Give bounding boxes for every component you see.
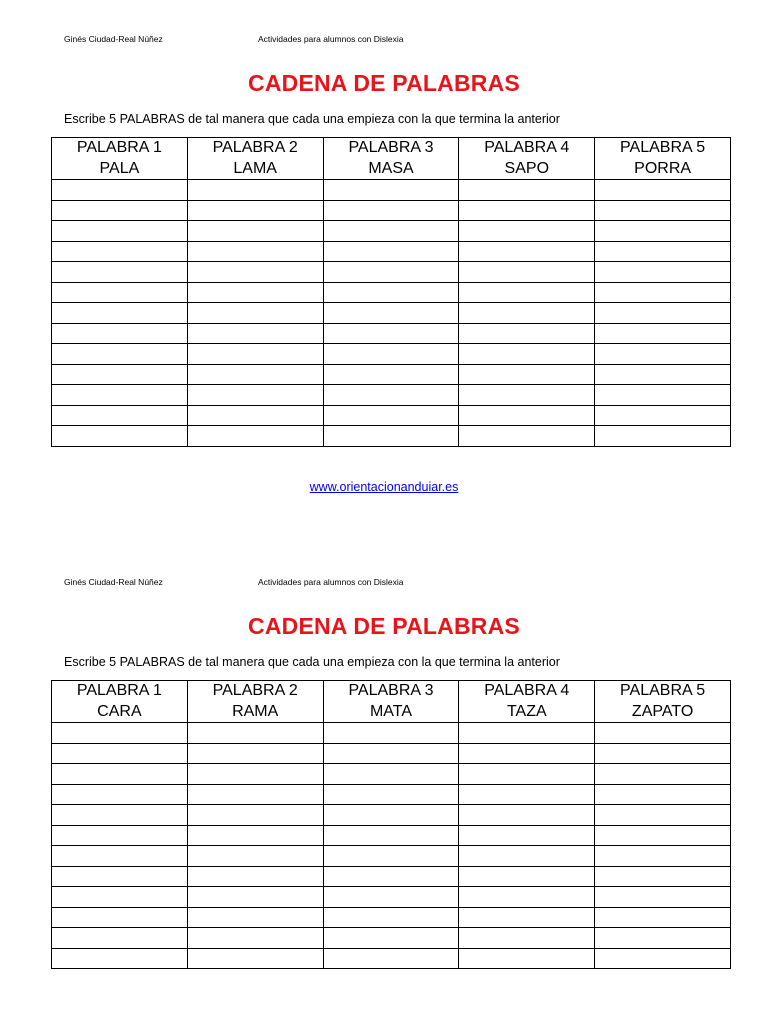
column-header: PALABRA 2 <box>187 681 323 702</box>
answer-cell[interactable] <box>52 364 188 385</box>
answer-row <box>52 180 731 201</box>
header-author: Ginés Ciudad-Real Núñez <box>64 34 163 44</box>
column-header: PALABRA 4 <box>459 681 595 702</box>
answer-cell[interactable] <box>52 180 188 201</box>
answer-cell[interactable] <box>459 723 595 744</box>
answer-row <box>52 764 731 785</box>
answer-cell[interactable] <box>459 948 595 969</box>
answer-cell[interactable] <box>323 866 459 887</box>
answer-row <box>52 364 731 385</box>
answer-cell[interactable] <box>187 723 323 744</box>
instruction-text: Escribe 5 PALABRAS de tal manera que cada una empieza con la que termina la anterior <box>64 112 560 126</box>
answer-cell[interactable] <box>187 743 323 764</box>
answer-cell[interactable] <box>595 282 731 303</box>
answer-cell[interactable] <box>595 928 731 949</box>
header-row <box>52 138 731 159</box>
answer-cell[interactable] <box>459 426 595 447</box>
answer-cell[interactable] <box>52 723 188 744</box>
answer-cell[interactable] <box>459 180 595 201</box>
example-word: PALA <box>52 158 188 180</box>
answer-row <box>52 241 731 262</box>
answer-cell[interactable] <box>323 344 459 365</box>
answer-row <box>52 323 731 344</box>
answer-cell[interactable] <box>323 323 459 344</box>
answer-cell[interactable] <box>595 241 731 262</box>
answer-cell[interactable] <box>323 846 459 867</box>
answer-cell[interactable] <box>595 385 731 406</box>
answer-cell[interactable] <box>187 846 323 867</box>
answer-cell[interactable] <box>595 846 731 867</box>
answer-cell[interactable] <box>459 303 595 324</box>
answer-row <box>52 723 731 744</box>
answer-cell[interactable] <box>595 303 731 324</box>
answer-row <box>52 825 731 846</box>
answer-row <box>52 928 731 949</box>
page-title: CADENA DE PALABRAS <box>248 613 520 639</box>
answer-cell[interactable] <box>323 825 459 846</box>
answer-cell[interactable] <box>459 364 595 385</box>
answer-cell[interactable] <box>595 723 731 744</box>
answer-cell[interactable] <box>52 846 188 867</box>
answer-cell[interactable] <box>52 928 188 949</box>
answer-row <box>52 907 731 928</box>
word-chain-table <box>51 137 731 447</box>
answer-cell[interactable] <box>323 385 459 406</box>
example-word: SAPO <box>459 158 595 180</box>
answer-cell[interactable] <box>459 743 595 764</box>
answer-cell[interactable] <box>595 364 731 385</box>
answer-cell[interactable] <box>595 948 731 969</box>
example-word: ZAPATO <box>595 701 731 723</box>
answer-cell[interactable] <box>459 887 595 908</box>
answer-cell[interactable] <box>595 784 731 805</box>
answer-cell[interactable] <box>323 282 459 303</box>
answer-cell[interactable] <box>459 805 595 826</box>
answer-cell[interactable] <box>323 723 459 744</box>
answer-cell[interactable] <box>595 180 731 201</box>
column-header: PALABRA 3 <box>323 681 459 702</box>
answer-cell[interactable] <box>323 405 459 426</box>
answer-cell[interactable] <box>187 323 323 344</box>
answer-cell[interactable] <box>187 948 323 969</box>
answer-cell[interactable] <box>52 764 188 785</box>
answer-cell[interactable] <box>595 887 731 908</box>
answer-cell[interactable] <box>187 405 323 426</box>
answer-cell[interactable] <box>52 221 188 242</box>
answer-row <box>52 887 731 908</box>
answer-cell[interactable] <box>595 825 731 846</box>
answer-cell[interactable] <box>595 743 731 764</box>
answer-cell[interactable] <box>52 262 188 283</box>
answer-cell[interactable] <box>459 344 595 365</box>
answer-cell[interactable] <box>187 764 323 785</box>
answer-cell[interactable] <box>459 907 595 928</box>
answer-cell[interactable] <box>323 426 459 447</box>
answer-cell[interactable] <box>595 805 731 826</box>
answer-row <box>52 784 731 805</box>
answer-cell[interactable] <box>323 948 459 969</box>
answer-cell[interactable] <box>52 303 188 324</box>
column-header: PALABRA 5 <box>595 681 731 702</box>
answer-cell[interactable] <box>52 426 188 447</box>
answer-cell[interactable] <box>52 344 188 365</box>
answer-cell[interactable] <box>52 241 188 262</box>
answer-cell[interactable] <box>52 784 188 805</box>
answer-cell[interactable] <box>52 405 188 426</box>
answer-cell[interactable] <box>187 928 323 949</box>
answer-cell[interactable] <box>187 426 323 447</box>
answer-row <box>52 846 731 867</box>
answer-cell[interactable] <box>595 405 731 426</box>
header-topic: Actividades para alumnos con Dislexia <box>258 577 404 587</box>
example-word: PORRA <box>595 158 731 180</box>
answer-cell[interactable] <box>187 180 323 201</box>
answer-cell[interactable] <box>187 241 323 262</box>
answer-cell[interactable] <box>187 907 323 928</box>
header-author: Ginés Ciudad-Real Núñez <box>64 577 163 587</box>
answer-cell[interactable] <box>459 764 595 785</box>
answer-cell[interactable] <box>323 364 459 385</box>
word-chain-table <box>51 680 731 969</box>
answer-row <box>52 303 731 324</box>
answer-cell[interactable] <box>459 200 595 221</box>
answer-cell[interactable] <box>52 825 188 846</box>
column-header: PALABRA 2 <box>187 138 323 159</box>
answer-cell[interactable] <box>595 344 731 365</box>
answer-cell[interactable] <box>52 200 188 221</box>
answer-cell[interactable] <box>187 200 323 221</box>
answer-cell[interactable] <box>323 928 459 949</box>
answer-row <box>52 426 731 447</box>
answer-cell[interactable] <box>459 323 595 344</box>
example-word: MASA <box>323 158 459 180</box>
answer-cell[interactable] <box>459 385 595 406</box>
column-header: PALABRA 1 <box>52 138 188 159</box>
answer-cell[interactable] <box>187 866 323 887</box>
answer-cell[interactable] <box>459 262 595 283</box>
answer-cell[interactable] <box>187 221 323 242</box>
answer-row <box>52 948 731 969</box>
column-header: PALABRA 3 <box>323 138 459 159</box>
answer-row <box>52 200 731 221</box>
column-header: PALABRA 5 <box>595 138 731 159</box>
answer-cell[interactable] <box>323 221 459 242</box>
answer-cell[interactable] <box>595 907 731 928</box>
answer-cell[interactable] <box>187 385 323 406</box>
answer-row <box>52 344 731 365</box>
example-row <box>52 158 731 180</box>
answer-cell[interactable] <box>52 907 188 928</box>
answer-cell[interactable] <box>187 262 323 283</box>
answer-cell[interactable] <box>52 948 188 969</box>
answer-cell[interactable] <box>459 784 595 805</box>
answer-cell[interactable] <box>595 866 731 887</box>
answer-cell[interactable] <box>323 180 459 201</box>
example-word: LAMA <box>187 158 323 180</box>
website-link[interactable]: www.orientacionanduiar.es <box>309 480 459 494</box>
instruction-text: Escribe 5 PALABRAS de tal manera que cada una empieza con la que termina la anterior <box>64 655 560 669</box>
answer-row <box>52 743 731 764</box>
answer-cell[interactable] <box>459 928 595 949</box>
answer-cell[interactable] <box>187 282 323 303</box>
example-word: TAZA <box>459 701 595 723</box>
answer-cell[interactable] <box>595 200 731 221</box>
answer-cell[interactable] <box>52 866 188 887</box>
page-title: CADENA DE PALABRAS <box>248 70 520 96</box>
answer-cell[interactable] <box>595 764 731 785</box>
answer-row <box>52 385 731 406</box>
answer-cell[interactable] <box>323 887 459 908</box>
answer-cell[interactable] <box>323 262 459 283</box>
answer-cell[interactable] <box>52 743 188 764</box>
answer-cell[interactable] <box>323 303 459 324</box>
example-word: RAMA <box>187 701 323 723</box>
header-topic: Actividades para alumnos con Dislexia <box>258 34 404 44</box>
answer-row <box>52 221 731 242</box>
answer-cell[interactable] <box>52 282 188 303</box>
answer-cell[interactable] <box>595 221 731 242</box>
answer-cell[interactable] <box>595 262 731 283</box>
answer-cell[interactable] <box>187 887 323 908</box>
answer-row <box>52 282 731 303</box>
answer-cell[interactable] <box>52 323 188 344</box>
column-header: PALABRA 4 <box>459 138 595 159</box>
answer-row <box>52 866 731 887</box>
answer-cell[interactable] <box>187 825 323 846</box>
answer-cell[interactable] <box>187 364 323 385</box>
answer-cell[interactable] <box>323 784 459 805</box>
answer-cell[interactable] <box>52 805 188 826</box>
answer-cell[interactable] <box>52 887 188 908</box>
answer-cell[interactable] <box>187 805 323 826</box>
answer-cell[interactable] <box>459 405 595 426</box>
answer-cell[interactable] <box>187 784 323 805</box>
answer-cell[interactable] <box>459 866 595 887</box>
answer-cell[interactable] <box>459 825 595 846</box>
answer-row <box>52 262 731 283</box>
answer-cell[interactable] <box>323 241 459 262</box>
answer-cell[interactable] <box>323 805 459 826</box>
answer-cell[interactable] <box>595 323 731 344</box>
example-word: MATA <box>323 701 459 723</box>
answer-cell[interactable] <box>323 764 459 785</box>
example-row <box>52 701 731 723</box>
answer-cell[interactable] <box>323 200 459 221</box>
answer-row <box>52 805 731 826</box>
answer-cell[interactable] <box>459 221 595 242</box>
answer-cell[interactable] <box>459 241 595 262</box>
answer-cell[interactable] <box>323 743 459 764</box>
example-word: CARA <box>52 701 188 723</box>
answer-cell[interactable] <box>187 303 323 324</box>
answer-cell[interactable] <box>187 344 323 365</box>
answer-row <box>52 405 731 426</box>
answer-cell[interactable] <box>459 846 595 867</box>
column-header: PALABRA 1 <box>52 681 188 702</box>
answer-cell[interactable] <box>52 385 188 406</box>
answer-cell[interactable] <box>323 907 459 928</box>
header-row <box>52 681 731 702</box>
answer-cell[interactable] <box>459 282 595 303</box>
answer-cell[interactable] <box>595 426 731 447</box>
